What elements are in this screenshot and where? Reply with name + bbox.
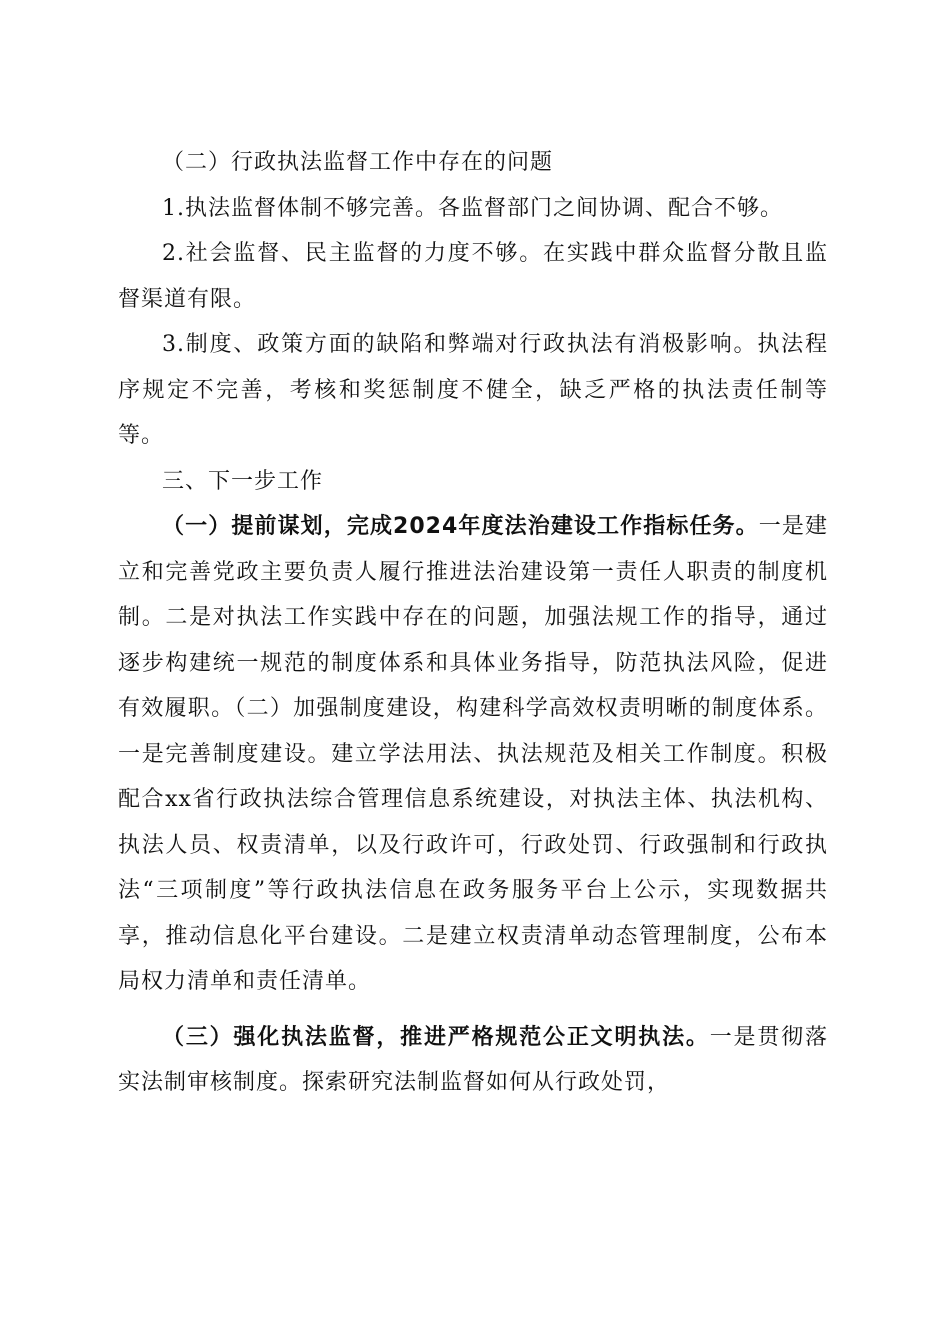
section-heading-problems: （二）行政执法监督工作中存在的问题 bbox=[162, 150, 554, 175]
paragraph-plan-3-heading: （三）强化执法监督，推进严格规范公正文明执法。 bbox=[162, 1024, 710, 1050]
paragraph-item-1: 1.执法监督体制不够完善。各监督部门之间协调、配合不够。 bbox=[162, 195, 783, 221]
paragraph-plan-1-body: 一是建立和完善党政主要负责人履行推进法治建设第一责任人职责的制度机制。二是对执法工作实践中存在的问题，加强法规工作的指导，通过逐步构建统一规范的制度体系和具体业务指导，防范执法风险，促进有效履职。（二）加强制度建设，构建科学高效权责明晰的制度体系。一是完善制度建设。建立学法用法、执法规范及相关工作制度。积极配合xx省行政执法综合管理信息系统建设，对执法主体、执法机构、执法人员、权责清单，以及行政许可，行政处罚、行政强制和行政执法“三项制度”等行政执法信息在政务服务平台上公示，实现数据共享，推动信息化平台建设。二是建立权责清单动态管理制度，公布本局权力清单和责任清单。 bbox=[118, 514, 828, 994]
paragraph-plan-1-heading: （一）提前谋划，完成2024年度法治建设工作指标任务。 bbox=[162, 514, 759, 539]
paragraph-plan-1 bbox=[118, 504, 828, 1005]
paragraph-item-2: 2.社会监督、民主监督的力度不够。在实践中群众监督分散且监督渠道有限。 bbox=[118, 241, 828, 312]
document-body bbox=[118, 140, 828, 1106]
paragraph-item-3: 3.制度、政策方面的缺陷和弊端对行政执法有消极影响。执法程序规定不完善，考核和奖惩制度不健全，缺乏严格的执法责任制等等。 bbox=[118, 332, 828, 448]
paragraph-plan-3-body: 一是贯彻落实法制审核制度。探索研究法制监督如何从行政处罚， bbox=[118, 1024, 828, 1095]
section-heading-next-steps: 三、下一步工作 bbox=[162, 468, 324, 494]
paragraph-plan-3 bbox=[118, 1015, 828, 1106]
